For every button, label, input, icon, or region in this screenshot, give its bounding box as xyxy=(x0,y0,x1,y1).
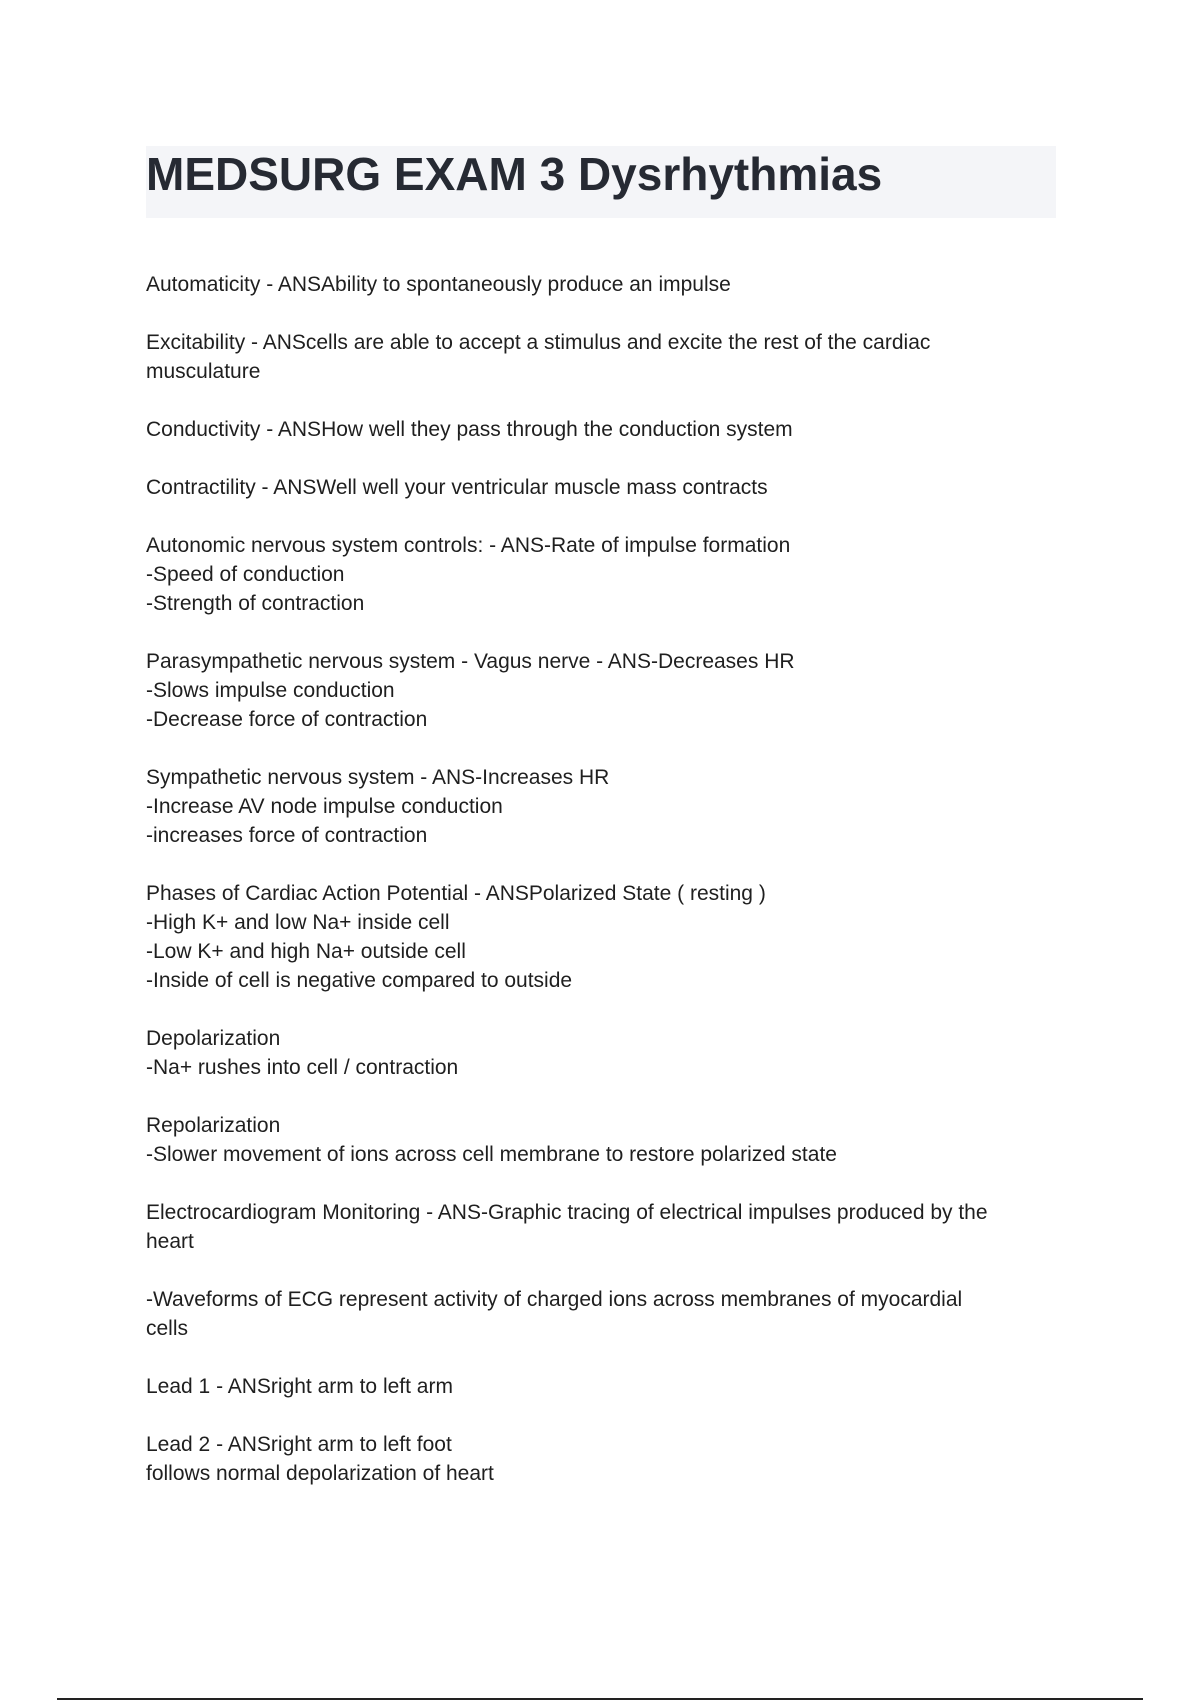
entry-line: Conductivity - ANSHow well they pass through the conduction system xyxy=(146,418,793,441)
entry-lead-2 xyxy=(146,1430,1046,1488)
entry-line: -Slows impulse conduction xyxy=(146,679,395,702)
entry-line: Lead 1 - ANSright arm to left arm xyxy=(146,1375,453,1398)
entry-line: -Waveforms of ECG represent activity of charged ions across membranes of myocardial xyxy=(146,1288,963,1311)
entry-line: Contractility - ANSWell well your ventricular muscle mass contracts xyxy=(146,476,768,499)
entry-lead-1 xyxy=(146,1372,1046,1401)
entry-line: Lead 2 - ANSright arm to left foot xyxy=(146,1433,452,1456)
entry-line: Sympathetic nervous system - ANS-Increases HR xyxy=(146,766,610,789)
entry-line: -Slower movement of ions across cell membrane to restore polarized state xyxy=(146,1143,837,1166)
entry-line: -Speed of conduction xyxy=(146,563,345,586)
entry-line: Electrocardiogram Monitoring - ANS-Graphic tracing of electrical impulses produced by the xyxy=(146,1201,988,1224)
entry-line: Automaticity - ANSAbility to spontaneously produce an impulse xyxy=(146,273,731,296)
entry-ecg-waveforms xyxy=(146,1285,1046,1343)
entry-line: Autonomic nervous system controls: - ANS-Rate of impulse formation xyxy=(146,534,791,557)
entry-action-potential xyxy=(146,879,1046,995)
entry-repolarization xyxy=(146,1111,1046,1169)
entry-sympathetic xyxy=(146,763,1046,850)
entry-line: -increases force of contraction xyxy=(146,824,428,847)
entry-excitability xyxy=(146,328,1046,386)
entry-line: musculature xyxy=(146,360,261,383)
page-title: MEDSURG EXAM 3 Dysrhythmias xyxy=(146,148,883,200)
entry-line: heart xyxy=(146,1230,194,1253)
entry-line: -Increase AV node impulse conduction xyxy=(146,795,503,818)
document-body xyxy=(146,270,1046,1517)
entry-automaticity xyxy=(146,270,1046,299)
entry-line: Repolarization xyxy=(146,1114,281,1137)
entry-line: Excitability - ANScells are able to accept a stimulus and excite the rest of the cardiac xyxy=(146,331,931,354)
entry-line: -Low K+ and high Na+ outside cell xyxy=(146,940,466,963)
entry-line: Depolarization xyxy=(146,1027,281,1050)
entry-line: -Na+ rushes into cell / contraction xyxy=(146,1056,459,1079)
entry-depolarization xyxy=(146,1024,1046,1082)
entry-line: -High K+ and low Na+ inside cell xyxy=(146,911,450,934)
entry-autonomic-nervous-system xyxy=(146,531,1046,618)
entry-line: Parasympathetic nervous system - Vagus nerve - ANS-Decreases HR xyxy=(146,650,795,673)
entry-line: cells xyxy=(146,1317,189,1340)
entry-conductivity xyxy=(146,415,1046,444)
entry-contractility xyxy=(146,473,1046,502)
entry-line: -Decrease force of contraction xyxy=(146,708,428,731)
entry-parasympathetic xyxy=(146,647,1046,734)
entry-line: -Strength of contraction xyxy=(146,592,365,615)
entry-ecg-monitoring xyxy=(146,1198,1046,1256)
entry-line: -Inside of cell is negative compared to outside xyxy=(146,969,573,992)
entry-line: follows normal depolarization of heart xyxy=(146,1462,494,1485)
entry-line: Phases of Cardiac Action Potential - ANSPolarized State ( resting ) xyxy=(146,882,766,905)
